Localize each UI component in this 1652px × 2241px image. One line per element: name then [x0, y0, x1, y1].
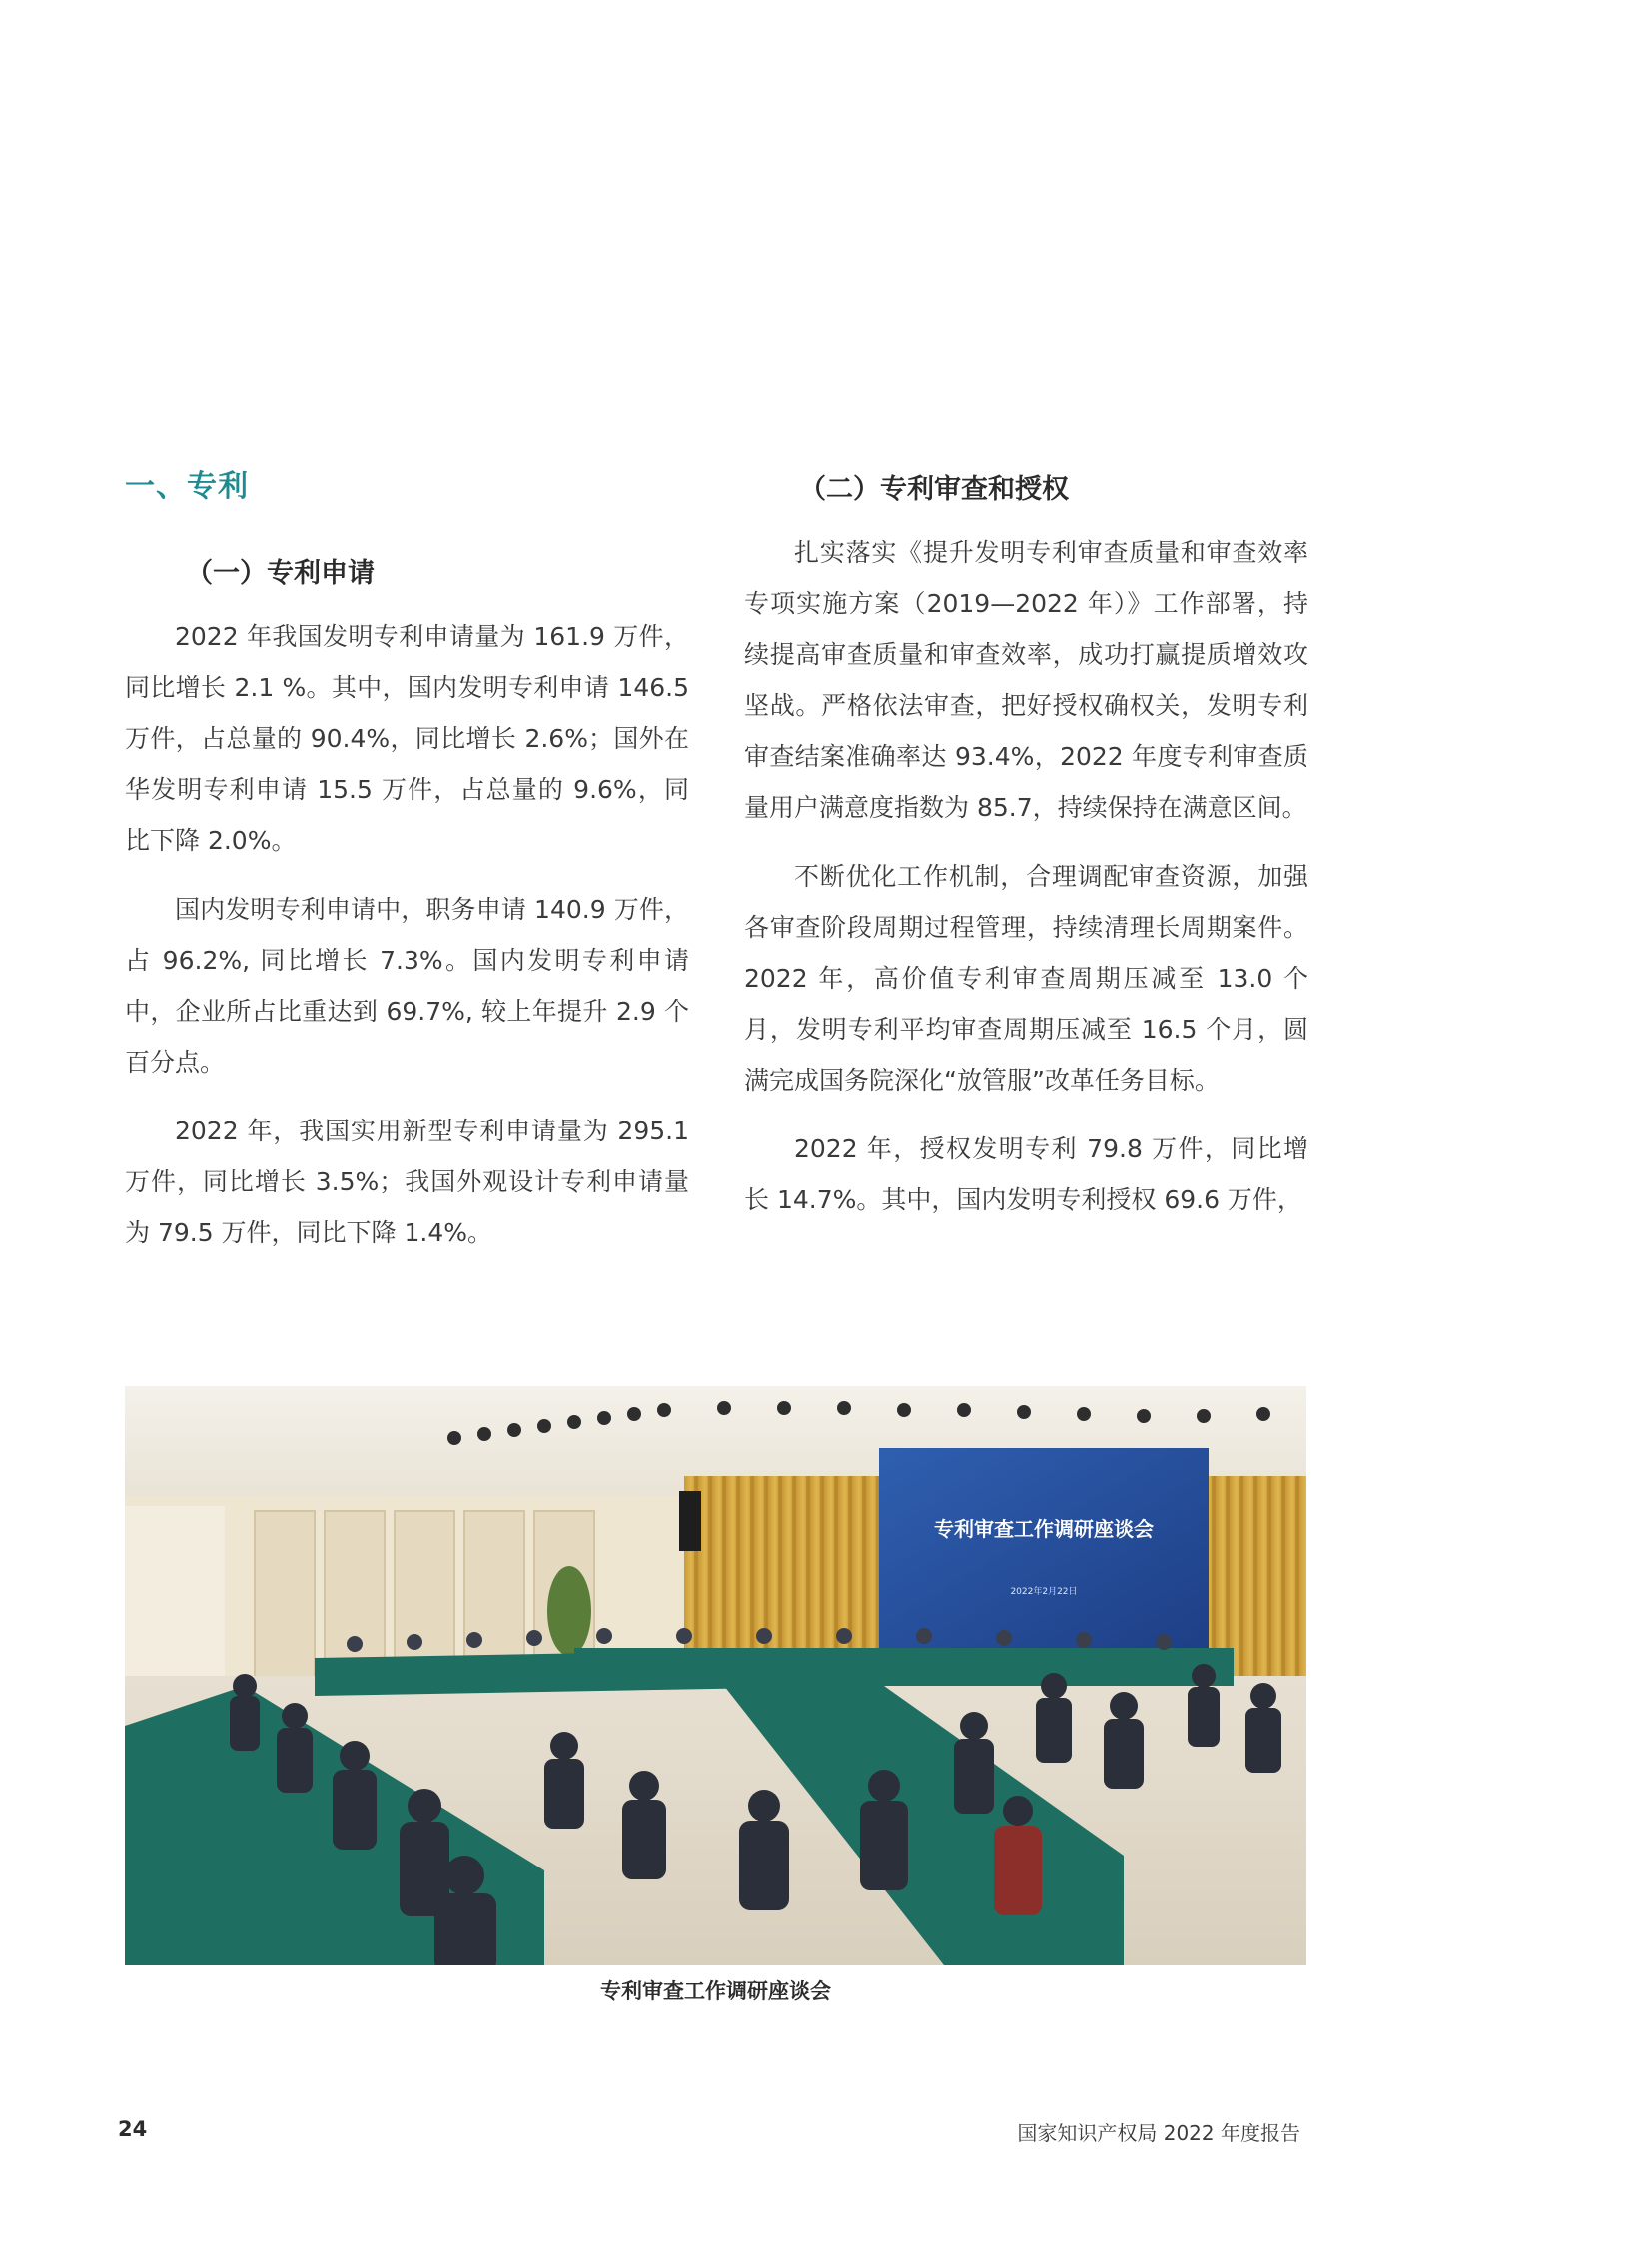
footer-report-title: 国家知识产权局 2022 年度报告 — [1017, 2121, 1300, 2145]
meeting-photo — [125, 1386, 1306, 1965]
section-title: 一、专利 — [125, 469, 249, 504]
photo-caption: 专利审查工作调研座谈会 — [600, 1979, 831, 2003]
subsection-title-patent-applications: （一）专利申请 — [186, 558, 375, 589]
subsection-title-examination-grant: （二）专利审查和授权 — [799, 474, 1069, 505]
right-paragraph-3: 2022 年，授权发明专利 79.8 万件，同比增长 14.7%。其中，国内发明专利授权 69.6 万件， — [744, 1134, 1308, 1214]
left-paragraph-3: 2022 年，我国实用新型专利申请量为 295.1 万件，同比增长 3.5%；我国外观设计专利申请量为 79.5 万件，同比下降 1.4%。 — [125, 1117, 689, 1247]
screen-date: 2022年2月22日 — [1010, 1587, 1078, 1597]
right-column-body — [744, 527, 1308, 1243]
screen-title: 专利审查工作调研座谈会 — [934, 1517, 1154, 1541]
right-paragraph-1: 扎实落实《提升发明专利审查质量和审查效率专项实施方案（2019—2022 年）》工作部署，持续提高审查质量和审查效率，成功打赢提质增效攻坚战。严格依法审查，把好授权确权关，发明专利审查结案准确率达 93.4%，2022 年度专利审查质量用户满意度指数为 85.7，持续保持在满意区间。 — [744, 538, 1308, 822]
meeting-photo-illustration — [125, 1386, 1306, 1965]
left-paragraph-2: 国内发明专利申请中，职务申请 140.9 万件，占 96.2%, 同比增长 7.3%。国内发明专利申请中，企业所占比重达到 69.7%, 较上年提升 2.9 个百分点。 — [125, 895, 689, 1077]
page-number: 24 — [118, 2117, 148, 2141]
left-column-body — [125, 611, 689, 1276]
right-paragraph-2: 不断优化工作机制，合理调配审查资源，加强各审查阶段周期过程管理，持续清理长周期案件。2022 年，高价值专利审查周期压减至 13.0 个月，发明专利平均审查周期压减至 16.5 个月，圆满完成国务院深化“放管服”改革任务目标。 — [744, 862, 1308, 1095]
projection-screen — [879, 1448, 1209, 1648]
left-paragraph-1: 2022 年我国发明专利申请量为 161.9 万件，同比增长 2.1 %。其中，国内发明专利申请 146.5 万件，占总量的 90.4%，同比增长 2.6%；国外在华发明专利申请 15.5 万件，占总量的 9.6%，同比下降 2.0%。 — [125, 622, 689, 855]
